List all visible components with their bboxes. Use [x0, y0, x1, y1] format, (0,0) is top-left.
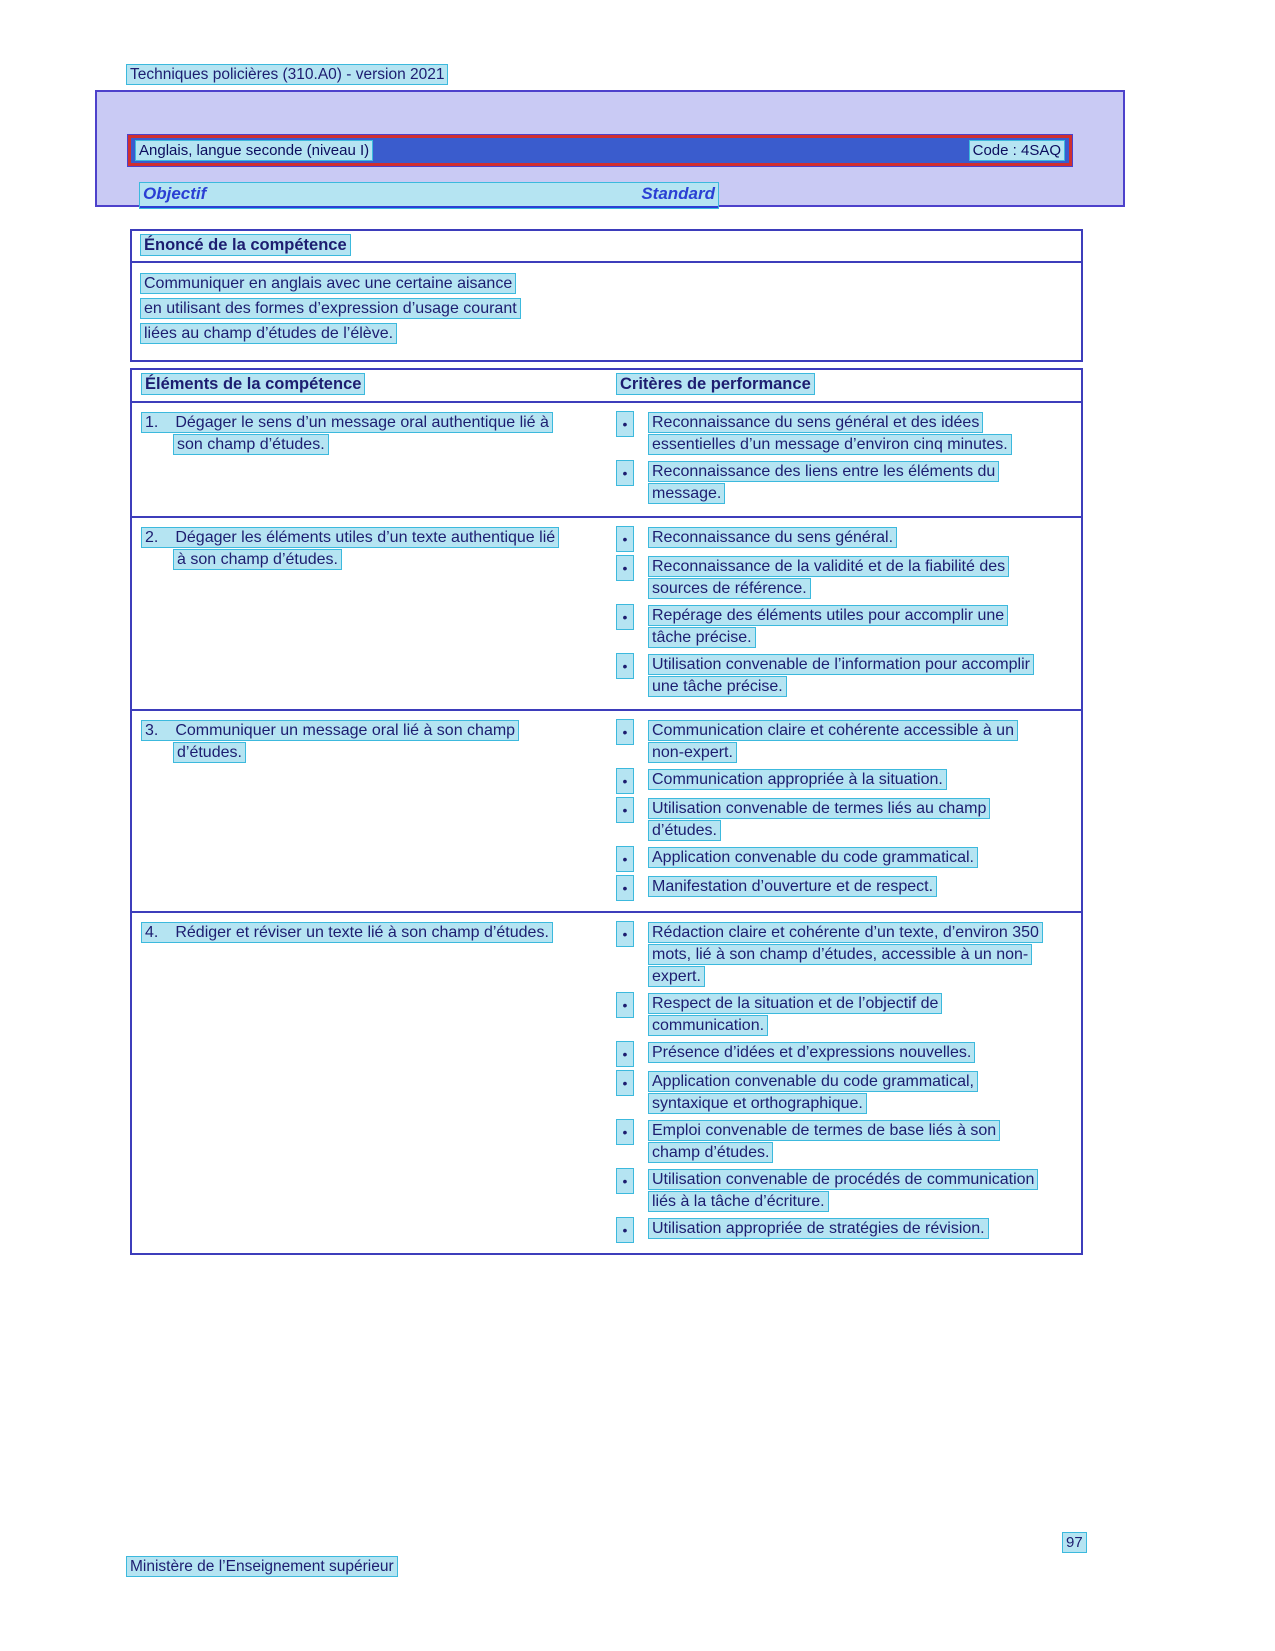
criteria-list [617, 412, 1071, 505]
criteria-cell [607, 412, 1081, 505]
criterion-text-wrap [649, 527, 896, 549]
element-text: Communiquer un message oral lié à son champ d’études. [175, 722, 516, 761]
element-highlight [142, 413, 552, 454]
criteria-cell [607, 922, 1081, 1242]
element-highlight [142, 721, 518, 762]
course-code: Code : 4SAQ [970, 141, 1064, 160]
document-header-text: Techniques policières (310.A0) - version 2021 [127, 65, 447, 84]
criterion-text-wrap [649, 654, 1047, 698]
criterion-item [617, 798, 1071, 842]
criterion-item [617, 556, 1071, 600]
criterion-text-wrap [649, 1071, 1047, 1115]
bullet-icon: • [617, 1071, 633, 1095]
criterion-text-wrap [649, 1042, 974, 1064]
course-title: Anglais, langue seconde (niveau I) [136, 141, 372, 160]
bullet-icon: • [617, 654, 633, 678]
enonce-line [141, 322, 1072, 345]
competence-row [132, 518, 1081, 711]
criterion-text-wrap [649, 1218, 988, 1240]
criterion-text: Reconnaissance des liens entre les éléments du message. [649, 462, 998, 503]
element-text-block [142, 720, 560, 764]
criterion-text-wrap [649, 922, 1047, 988]
criterion-item [617, 993, 1071, 1037]
enonce-body [132, 263, 1081, 360]
bullet-icon: • [617, 461, 633, 485]
objectif-heading: Objectif [143, 184, 207, 203]
criterion-item [617, 1169, 1071, 1213]
criterion-text: Rédaction claire et cohérente d’un texte, d’environ 350 mots, lié à son champ d’études, accessible à un non-expert. [649, 923, 1042, 986]
criterion-text: Application convenable du code grammatical. [649, 848, 977, 867]
criterion-item [617, 922, 1071, 988]
bullet-icon: • [617, 847, 633, 871]
element-number: 2. [145, 529, 159, 546]
criterion-text: Utilisation convenable de procédés de communication liés à la tâche d’écriture. [649, 1170, 1037, 1211]
criterion-text: Emploi convenable de termes de base liés à son champ d’études. [649, 1121, 999, 1162]
competence-row [132, 403, 1081, 518]
document-header [127, 66, 447, 84]
element-number: 1. [145, 414, 159, 431]
enonce-line [141, 297, 1072, 320]
criterion-item [617, 1218, 1071, 1242]
competence-table-header [132, 370, 1081, 403]
criteres-header: Critères de performance [617, 374, 814, 394]
element-text: Rédiger et réviser un texte lié à son champ d’études. [175, 924, 549, 941]
bullet-icon: • [617, 993, 633, 1017]
enonce-line-text: liées au champ d’études de l’élève. [141, 324, 396, 343]
criterion-item [617, 412, 1071, 456]
criteria-list [617, 527, 1071, 698]
bullet-icon: • [617, 876, 633, 900]
competence-row [132, 913, 1081, 1253]
bullet-icon: • [617, 1120, 633, 1144]
criteres-header-cell [607, 375, 1081, 394]
element-cell [132, 922, 607, 1242]
criterion-text: Utilisation appropriée de stratégies de révision. [649, 1219, 988, 1238]
elements-header-cell [132, 375, 607, 394]
criterion-item [617, 461, 1071, 505]
page-number [1063, 1534, 1086, 1551]
criterion-text: Présence d’idées et d’expressions nouvelles. [649, 1043, 974, 1062]
document-footer [127, 1558, 397, 1576]
column-headers [140, 183, 718, 208]
criterion-text: Reconnaissance du sens général et des idées essentielles d’un message d’environ cinq minutes. [649, 413, 1011, 454]
bullet-icon: • [617, 1218, 633, 1242]
criterion-text: Communication appropriée à la situation. [649, 770, 946, 789]
bullet-icon: • [617, 556, 633, 580]
bullet-icon: • [617, 412, 633, 436]
criterion-item [617, 769, 1071, 793]
criterion-text-wrap [649, 461, 1047, 505]
element-number: 4. [145, 924, 159, 941]
competence-table [130, 368, 1083, 1255]
bullet-icon: • [617, 1169, 633, 1193]
page-number-text: 97 [1063, 1533, 1086, 1552]
criteria-cell [607, 527, 1081, 698]
criterion-text: Communication claire et cohérente accessible à un non-expert. [649, 721, 1017, 762]
criterion-item [617, 654, 1071, 698]
criterion-text: Utilisation convenable de termes liés au champ d’études. [649, 799, 989, 840]
course-title-bar [128, 135, 1072, 166]
criterion-text-wrap [649, 1120, 1047, 1164]
criterion-text-wrap [649, 720, 1047, 764]
criterion-text-wrap [649, 847, 977, 869]
criterion-text-wrap [649, 1169, 1047, 1213]
criterion-item [617, 876, 1071, 900]
criteria-list [617, 720, 1071, 900]
criterion-text: Manifestation d’ouverture et de respect. [649, 877, 936, 896]
enonce-line-text: en utilisant des formes d’expression d’usage courant [141, 299, 520, 318]
bullet-icon: • [617, 527, 633, 551]
criterion-item [617, 847, 1071, 871]
element-text-block [142, 527, 560, 571]
criterion-item [617, 605, 1071, 649]
criterion-text-wrap [649, 412, 1047, 456]
bullet-icon: • [617, 922, 633, 946]
bullet-icon: • [617, 720, 633, 744]
element-cell [132, 527, 607, 698]
document-footer-text: Ministère de l’Enseignement supérieur [127, 1557, 397, 1576]
criterion-text: Reconnaissance du sens général. [649, 528, 896, 547]
criterion-text: Repérage des éléments utiles pour accomplir une tâche précise. [649, 606, 1007, 647]
criterion-text-wrap [649, 798, 1047, 842]
criterion-text-wrap [649, 605, 1047, 649]
bullet-icon: • [617, 769, 633, 793]
criterion-item [617, 527, 1071, 551]
bullet-icon: • [617, 798, 633, 822]
element-highlight [142, 528, 558, 569]
element-text: Dégager le sens d’un message oral authentique lié à son champ d’études. [175, 414, 549, 453]
enonce-table [130, 229, 1083, 362]
element-number: 3. [145, 722, 159, 739]
criteria-cell [607, 720, 1081, 900]
element-text-block [142, 922, 560, 944]
enonce-line [141, 272, 1072, 295]
criteria-list [617, 922, 1071, 1242]
criterion-item [617, 720, 1071, 764]
competence-row [132, 711, 1081, 913]
element-cell [132, 720, 607, 900]
element-text: Dégager les éléments utiles d’un texte authentique lié à son champ d’études. [175, 529, 556, 568]
criterion-text-wrap [649, 769, 946, 791]
bullet-icon: • [617, 605, 633, 629]
selection-overlay-box [95, 90, 1125, 207]
criterion-text: Reconnaissance de la validité et de la fiabilité des sources de référence. [649, 557, 1008, 598]
competence-rows [132, 403, 1081, 1253]
criterion-text-wrap [649, 993, 1047, 1037]
element-highlight [142, 923, 552, 942]
criterion-text-wrap [649, 876, 936, 898]
enonce-heading-row [132, 231, 1081, 263]
element-text-block [142, 412, 560, 456]
criterion-text: Respect de la situation et de l’objectif de communication. [649, 994, 941, 1035]
element-cell [132, 412, 607, 505]
bullet-icon: • [617, 1042, 633, 1066]
criterion-item [617, 1120, 1071, 1164]
criterion-text-wrap [649, 556, 1047, 600]
enonce-lines [141, 272, 1072, 345]
elements-header: Éléments de la compétence [142, 374, 364, 394]
criterion-item [617, 1071, 1071, 1115]
criterion-text: Application convenable du code grammatical, syntaxique et orthographique. [649, 1072, 977, 1113]
criterion-item [617, 1042, 1071, 1066]
enonce-heading: Énoncé de la compétence [141, 235, 350, 255]
standard-heading: Standard [641, 184, 715, 203]
criterion-text: Utilisation convenable de l’information pour accomplir une tâche précise. [649, 655, 1033, 696]
enonce-line-text: Communiquer en anglais avec une certaine aisance [141, 274, 515, 293]
